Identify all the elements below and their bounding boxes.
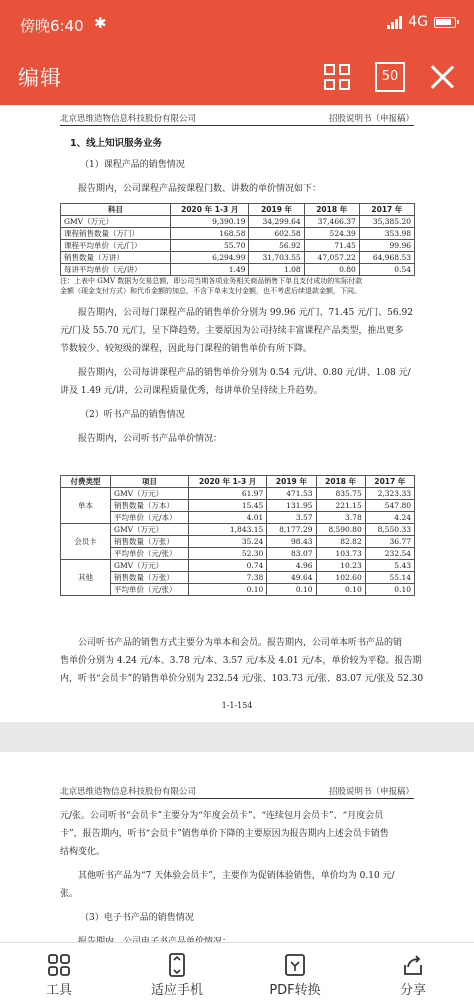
- bluetooth-icon: ✱: [94, 14, 107, 32]
- table-row: [61, 500, 415, 512]
- table-cell: 7.38: [189, 572, 267, 584]
- document-page-1: [0, 105, 474, 722]
- table-cell: 每讲平均单价（元/讲）: [61, 264, 171, 276]
- header-doc-title: 招股说明书（申报稿）: [328, 114, 414, 124]
- tools-label: 工具: [45, 983, 72, 998]
- table-cell: 547.80: [365, 500, 414, 512]
- table-cell: 98.43: [267, 536, 316, 548]
- status-indicators: [387, 14, 456, 30]
- table-cell: GMV（万元）: [111, 524, 189, 536]
- course-price-table: [60, 203, 415, 276]
- table-cell: 销售数量（万张）: [111, 572, 189, 584]
- table-cell: 销售数量（万本）: [111, 500, 189, 512]
- table-cell: 36.77: [365, 536, 414, 548]
- table-cell: 平均单价（元/张）: [111, 584, 189, 596]
- table-cell: 61.97: [189, 488, 267, 500]
- table-cell: 471.53: [267, 488, 316, 500]
- table-header-cell: 付费类型: [61, 476, 111, 488]
- para-course-3: 节数较少、较短级的课程，因此每门课程的销售单价有所下降。: [60, 344, 313, 354]
- payment-type-cell: 其他: [61, 560, 111, 596]
- table-cell: 232.54: [365, 548, 414, 560]
- table-cell: 52.30: [189, 548, 267, 560]
- para2-line-5: 张。: [60, 889, 79, 899]
- table-cell: 34,299.64: [249, 216, 304, 228]
- pdf-convert-label: PDF转换: [269, 983, 321, 998]
- table-cell: 9,390.19: [171, 216, 249, 228]
- table-cell: 82.82: [316, 536, 365, 548]
- table-row: [61, 264, 415, 276]
- intro-audiobook: 报告期内，公司听书产品单价情况：: [78, 434, 223, 444]
- header-company: 北京思维造物信息科技股份有限公司: [60, 114, 197, 124]
- table-cell: 83.07: [267, 548, 316, 560]
- subsection-ebook: （3）电子书产品的销售情况: [80, 913, 194, 923]
- table-cell: 平均单价（元/张）: [111, 548, 189, 560]
- para2-line-1: 元/张。公司听书“会员卡”主要分为“年度会员卡”、“连续包月会员卡”、“月度会员: [60, 811, 384, 821]
- table-cell: 47,057.22: [304, 252, 359, 264]
- table-cell: 课程平均单价（元/门）: [61, 240, 171, 252]
- table-cell: 835.75: [316, 488, 365, 500]
- table-cell: 31,703.55: [249, 252, 304, 264]
- table-note-line-2: 金额（现金支付方式）和代币金额的加总，不含下单未支付金额，也不考虑后续退款金额，下同。: [60, 287, 361, 295]
- table-header-cell: 2017 年: [365, 476, 414, 488]
- edit-button[interactable]: 编辑: [18, 66, 62, 90]
- table-row: [61, 536, 415, 548]
- table-header-cell: 科目: [61, 204, 171, 216]
- table-row: [61, 548, 415, 560]
- table-cell: 8,177.29: [267, 524, 316, 536]
- para-course-2: 元/门及 55.70 元/门，呈下降趋势，主要原因为公司持续丰富课程产品类型，推出更多: [60, 326, 404, 336]
- table-cell: 168.58: [171, 228, 249, 240]
- tools-icon: [47, 953, 71, 977]
- table-cell: 销售数量（万张）: [111, 536, 189, 548]
- para-audiobook-2: 售单价分别为 4.24 元/本、3.78 元/本、3.57 元/本及 4.01 元/本，单价较为平稳。报告期: [60, 656, 422, 666]
- table-cell: GMV（万元）: [111, 560, 189, 572]
- tools-button[interactable]: [0, 943, 118, 1000]
- para2-line-4: 其他听书产品为“7 天体验会员卡”，主要作为促销体验销售，单价均为 0.10 元/: [78, 871, 395, 881]
- header-company: 北京思维造物信息科技股份有限公司: [60, 787, 197, 797]
- bottom-toolbar: [0, 942, 474, 1000]
- table-cell: 37,466.37: [304, 216, 359, 228]
- table-cell: 64,968.53: [359, 252, 414, 264]
- table-header-cell: 2019 年: [249, 204, 304, 216]
- table-cell: 4.96: [267, 560, 316, 572]
- table-cell: 35,385.20: [359, 216, 414, 228]
- table-header-cell: 2018 年: [304, 204, 359, 216]
- table-cell: 1.08: [249, 264, 304, 276]
- table-header-cell: 2018 年: [316, 476, 365, 488]
- table-cell: 1,843.15: [189, 524, 267, 536]
- table-cell: 56.92: [249, 240, 304, 252]
- table-cell: 55.70: [171, 240, 249, 252]
- table-cell: 99.96: [359, 240, 414, 252]
- table-header-cell: 2020 年 1-3 月: [189, 476, 267, 488]
- table-cell: 8,590.80: [316, 524, 365, 536]
- table-row: [61, 488, 415, 500]
- document-page-2: [0, 752, 474, 952]
- table-cell: 1.49: [171, 264, 249, 276]
- table-cell: 0.10: [316, 584, 365, 596]
- thumbnail-grid-icon[interactable]: [322, 62, 352, 92]
- signal-icon: [387, 15, 402, 29]
- table-header-cell: 2017 年: [359, 204, 414, 216]
- table-row: [61, 560, 415, 572]
- table-cell: 2,323.33: [365, 488, 414, 500]
- table-row: [61, 512, 415, 524]
- battery-icon: [434, 17, 456, 28]
- table-cell: 103.73: [316, 548, 365, 560]
- table-header-cell: 项目: [111, 476, 189, 488]
- table-row: [61, 240, 415, 252]
- network-type: 4G: [408, 14, 428, 30]
- table-cell: 0.54: [359, 264, 414, 276]
- table-cell: 0.10: [267, 584, 316, 596]
- status-bar: [0, 0, 474, 50]
- table-cell: 10.23: [316, 560, 365, 572]
- table-cell: 102.60: [316, 572, 365, 584]
- share-button[interactable]: [354, 943, 472, 1000]
- table-cell: 15.45: [189, 500, 267, 512]
- para-lecture-1: 报告期内，公司每讲课程产品的销售单价分别为 0.54 元/讲、0.80 元/讲、1.08 元/: [78, 368, 411, 378]
- audiobook-price-table: [60, 475, 415, 596]
- page-indicator-button[interactable]: 50: [375, 62, 405, 92]
- table-cell: 3.57: [267, 512, 316, 524]
- page-header: [60, 785, 414, 799]
- table-cell: 3.78: [316, 512, 365, 524]
- subsection-audiobook: （2）听书产品的销售情况: [80, 410, 185, 420]
- table-cell: 平均单价（元/本）: [111, 512, 189, 524]
- table-header-cell: 2019 年: [267, 476, 316, 488]
- table-cell: 4.01: [189, 512, 267, 524]
- close-icon[interactable]: [428, 62, 458, 92]
- table-cell: 课程销售数量（万门）: [61, 228, 171, 240]
- share-label: 分享: [399, 983, 426, 998]
- table-row: [61, 228, 415, 240]
- payment-type-cell: 会员卡: [61, 524, 111, 560]
- fit-phone-icon: [165, 953, 189, 977]
- table-cell: 0.80: [304, 264, 359, 276]
- table-row: [61, 216, 415, 228]
- table-cell: 0.10: [365, 584, 414, 596]
- table-cell: 0.74: [189, 560, 267, 572]
- para-audiobook-1: 公司听书产品的销售方式主要分为单本和会员。报告期内，公司单本听书产品的销: [78, 638, 403, 648]
- para-lecture-2: 讲及 1.49 元/讲，公司课程质量优秀，每讲单价呈持续上升趋势。: [60, 386, 323, 396]
- table-cell: 0.10: [189, 584, 267, 596]
- table-cell: 35.24: [189, 536, 267, 548]
- table-cell: GMV（万元）: [111, 488, 189, 500]
- app-bar: [0, 50, 474, 105]
- pdf-convert-button[interactable]: [236, 943, 354, 1000]
- table-header-cell: 2020 年 1-3 月: [171, 204, 249, 216]
- table-cell: 6,294.99: [171, 252, 249, 264]
- status-time: 傍晚6:40: [20, 17, 84, 35]
- table-cell: 524.39: [304, 228, 359, 240]
- table-cell: 8,550.33: [365, 524, 414, 536]
- table-cell: 353.98: [359, 228, 414, 240]
- table-cell: 55.14: [365, 572, 414, 584]
- table-cell: 49.64: [267, 572, 316, 584]
- table-row: [61, 572, 415, 584]
- table-cell: 131.95: [267, 500, 316, 512]
- page-header: [60, 112, 414, 126]
- table-cell: 602.58: [249, 228, 304, 240]
- share-icon: [401, 953, 425, 977]
- fit-phone-label: 适应手机: [150, 983, 203, 998]
- table-row: [61, 524, 415, 536]
- header-doc-title: 招股说明书（申报稿）: [328, 787, 414, 797]
- table-note-line-1: 注：上表中 GMV 数据为交易总额，即公司当期各项业务相关商品销售下单且支付成功的实际付款: [60, 277, 363, 285]
- table-row: [61, 584, 415, 596]
- intro-course: 报告期内，公司课程产品按课程门数、讲数的单价情况如下：: [78, 184, 322, 194]
- para2-line-3: 结构变化。: [60, 847, 106, 857]
- pdf-convert-icon: [283, 953, 307, 977]
- para-course-1: 报告期内，公司每门课程产品的销售单价分别为 99.96 元/门、71.45 元/门、56.92: [78, 308, 413, 318]
- table-cell: 4.24: [365, 512, 414, 524]
- table-cell: GMV（万元）: [61, 216, 171, 228]
- table-cell: 221.15: [316, 500, 365, 512]
- table-cell: 销售数量（万讲）: [61, 252, 171, 264]
- para-audiobook-3: 内，听书“会员卡”的销售单价分别为 232.54 元/张、103.73 元/张、83.07 元/张及 52.30: [60, 674, 424, 684]
- para2-line-2: 卡”，报告期内，听书“会员卡”销售单价下降的主要原因为报告期内上述会员卡销售: [60, 829, 389, 839]
- table-cell: 5.43: [365, 560, 414, 572]
- table-cell: 71.45: [304, 240, 359, 252]
- table-row: [61, 252, 415, 264]
- section-title: 1、线上知识服务业务: [70, 138, 163, 149]
- payment-type-cell: 单本: [61, 488, 111, 524]
- page-number: 1-1-154: [221, 701, 253, 710]
- fit-phone-button[interactable]: [118, 943, 236, 1000]
- subsection-course: （1）课程产品的销售情况: [80, 160, 185, 170]
